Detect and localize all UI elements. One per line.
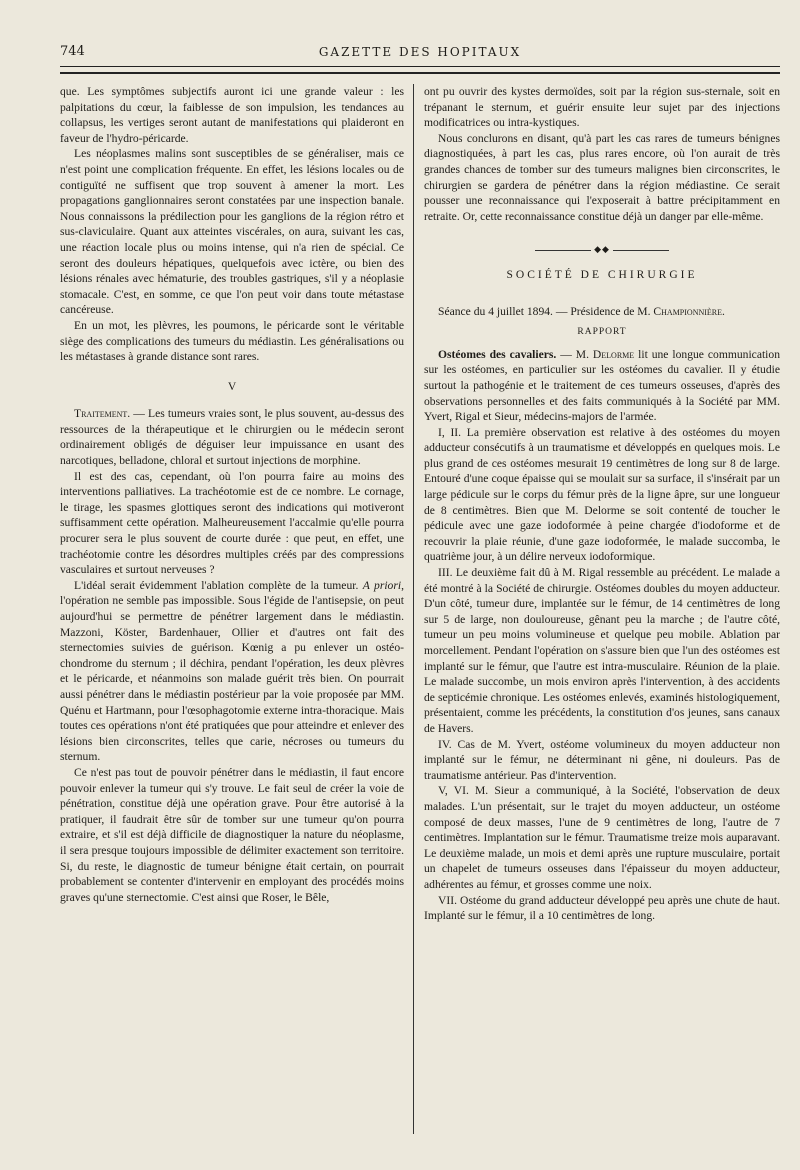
- paragraph: Les néoplasmes malins sont susceptibles de se généraliser, mais ce n'est point une complication fréquente. En effet, les lésions locales ou de contiguïté ne suffisent que trop souvent à amener la mort. Les propagations ganglionnaires seront constatées par une inspection banale. Nous connaissons la prédilection pour les ganglions de la région rétro et sus-claviculaire. Quant aux atteintes viscérales, on aura, suivant les cas, une réaction locale plus ou moins intense, qui n'a rien de spécial. Ce seront des douleurs hépatiques, quelquefois avec ictère, ou bien des lésions rénales avec hématurie, des troubles gastriques, s'il y a néoplasie stomacale. C'est, en somme, ce que l'on peut voir dans toute métastase cancéreuse.: [60, 147, 404, 317]
- section-heading: V: [227, 379, 237, 393]
- paragraph: ont pu ouvrir des kystes dermoïdes, soit par la région sus-sternale, soit en trépanant le sternum, et guérir ensuite leur sujet par des injections modificatrices ou intra-kystiques.: [424, 85, 780, 130]
- paragraph-osteomes: [424, 347, 780, 425]
- paragraph-text: lit une longue communication sur les ostéomes, en particulier sur les ostéomes du cavalier. Il y étudie surtout la pathogénie et le traitement de ces tumeurs osseuses, d'après des observations personnelles et des faits communiqués à la Société par MM. Yvert, Rigal et Sieur, médecins-majors de l'armée.: [424, 347, 780, 424]
- paragraph: IV. Cas de M. Yvert, ostéome volumineux du moyen adducteur non implanté sur le fémur, ne déterminant ni gêne, ni douleurs. Pas de traumatisme antérieur. Pas d'intervention.: [424, 737, 780, 782]
- rapport-heading: RAPPORT: [577, 327, 627, 338]
- ornament-divider: ◆◆: [424, 242, 780, 258]
- session-text: Séance du 4 juillet 1894. — Présidence de M.: [438, 304, 654, 318]
- column-divider: [413, 84, 414, 1134]
- paragraph: que. Les symptômes subjectifs auront ici une grande valeur : les palpitations du cœur, la faiblesse de son impulsion, les tendances au collapsus, les vertiges seront autant de manifestations qui plaideront en faveur de l'hydro-péricarde.: [60, 85, 404, 145]
- paragraph: V, VI. M. Sieur a communiqué, à la Société, l'observation de deux malades. L'un présentait, sur le trajet du moyen adducteur, un ostéome composé de deux masses, l'une de 9 centimètres de long, l'autre de 7 centimètres. Implantation sur le fémur. Traumatisme treize mois auparavant. Le deuxième malade, un mois et demi après une rupture musculaire, portait un chapelet de tumeurs osseuses dans l'épaisseur du moyen adducteur, adhérentes au fémur, et grosses comme une noix.: [424, 784, 780, 891]
- paragraph: Il est des cas, cependant, où l'on pourra faire au moins des interventions palliatives. La trachéotomie est de ce nombre. Le cornage, le tirage, les spasmes glottiques seront des indications qui motiveront suffisamment cette opération. Malheureusement l'accalmie qu'elle pourra procurer sera le plus souvent de courte durée : que peut, en effet, une trachéotomie contre les désordres multiples créés par des compressions vasculaires et surtout nerveuses ?: [60, 469, 404, 577]
- president-name: Championnière: [653, 304, 723, 318]
- page-number: 744: [60, 44, 85, 59]
- article-author: — M. Delorme: [556, 347, 635, 361]
- paragraph: Ce n'est pas tout de pouvoir pénétrer dans le médiastin, il faut encore pouvoir enlever la tumeur qui s'y trouve. Le fait seul de créer la voie de pénétration, constitue déjà une opération grave. Pour être autorisé à la pratiquer, il faudrait être sûr de tomber sur une tumeur qu'on pourra extraire, et s'il est déjà difficile de diagnostiquer la nature du néoplasme, il sera presque toujours impossible de délimiter exactement son territoire. Si, du reste, le diagnostic de tumeur bénigne était certain, on pourrait probablement se contenter d'intervenir en employant des procédés moins graves qu'une sternectomie. C'est ainsi que Roser, le Bêle,: [60, 765, 404, 904]
- section-label: Traitement.: [74, 407, 131, 421]
- paragraph: En un mot, les plèvres, les poumons, le péricarde sont le véritable siège des complications des tumeurs du médiastin. Les généralisations ou les métastases à grande distance sont rares.: [60, 318, 404, 364]
- session-text: .: [722, 304, 725, 318]
- paragraph-text: L'idéal serait évidemment l'ablation complète de la tumeur.: [74, 578, 363, 592]
- left-column: [60, 84, 404, 1144]
- paragraph: VII. Ostéome du grand adducteur développé peu après une chute de haut. Implanté sur le fémur, il a 10 centimètres de long.: [424, 893, 780, 923]
- paragraph: Nous conclurons en disant, qu'à part les cas rares de tumeurs bénignes diagnostiquées, à part les cas, plus rares encore, où l'on aurait de très grandes chances de tomber sur des tumeurs malignes bien circonscrites, le chirurgien se gardera de pénétrer dans la région médiastine. Ce serait pousser une reconnaissance qui l'exposerait à battre précipitamment en retraite. Or, cette reconnaissance constitue déjà un danger par elle-même.: [424, 131, 780, 223]
- paragraph: I, II. La première observation est relative à des ostéomes du moyen adducteur consécutifs à un traumatisme et développés en quelques mois. Le plus grand de ces ostéomes mesurait 19 centimètres de long sur 8 de large. Entouré d'une coque épaisse qui se moulait sur sa surface, il s'insérait par un large pédicule sur le corps du fémur près de la ligne âpre, sur une longueur de 8 centimètres. Bien que M. Delorme se soit contenté de toucher le pédicule avec une gaze iodoformée à peine chargée d'iodoforme et de recouvrir la plaie réunie, d'une gaze iodoformée, le malade succomba, le quatrième jour, à un délire nerveux iodoformique.: [424, 425, 780, 564]
- paragraph-text: , l'opération ne semble pas impossible. Sous l'égide de l'antisepsie, on peut aujourd'hui se permettre de pénétrer largement dans le médiastin. Mazzoni, Köster, Bardenhauer, Ollier et d'autres ont fait des sternectomies suivies de guérison. Kœnig a pu enlever un ostéo-chondrome du sternum ; il déchira, pendant l'opération, les deux plèvres et le péricarde, et néanmoins son malade guérit très bien. On pourrait aussi pénétrer dans le médiastin postérieur par la voie proposée par MM. Quénu et Hartmann, pour l'œsophagotomie externe intra-thoracique. Mais toutes ces opérations n'ont été pratiquées que pour atteindre et enlever des lésions bien circonscrites, telles que carie, nécroses ou tumeurs du sternum.: [60, 578, 404, 764]
- header-rule: [60, 66, 780, 67]
- paragraph: III. Le deuxième fait dû à M. Rigal ressemble au précédent. Le malade a été montré à la Société de chirurgie. Ostéomes doubles du moyen adducteur. D'un côté, tumeur dure, implantée sur le fémur, de 14 centimètres de long sur 5 de large, non douloureuse, gênant peu la marche ; de l'autre côté, tumeur un peu moins volumineuse et quelque peu mobile. Ablation par morcellement. Pendant l'opération on s'assure bien que l'un des ostéomes est implanté sur le fémur, que l'autre est intra-musculaire. Réunion de la plaie. Le malade succombe, un mois environ après l'intervention, à des accidents de septicémie chronique. Les ostéomes enlevés, examinés histologiquement, présentaient, comme les précédents, la constitution d'os jeunes, sans canaux de Havers.: [424, 566, 780, 735]
- journal-title: GAZETTE DES HOPITAUX: [318, 45, 522, 59]
- paragraph-ablation: [60, 578, 404, 765]
- italic-phrase: A priori: [362, 578, 402, 592]
- session-line: [424, 304, 780, 320]
- header-double-rule: [60, 72, 780, 74]
- society-heading: SOCIÉTÉ DE CHIRURGIE: [506, 268, 698, 281]
- article-title: Ostéomes des cavaliers.: [438, 347, 557, 361]
- paragraph-traitement: [60, 406, 404, 468]
- page-header: [60, 44, 780, 64]
- paragraph-text: — Les tumeurs vraies sont, le plus souvent, au-dessus des ressources de la thérapeutique et le chirurgien ou le médecin seront ordinairement obligés de déguiser leur impuissance en usant des narcotiques, belladone, chloral et surtout injections de morphine.: [60, 407, 404, 468]
- right-column: [424, 84, 780, 1144]
